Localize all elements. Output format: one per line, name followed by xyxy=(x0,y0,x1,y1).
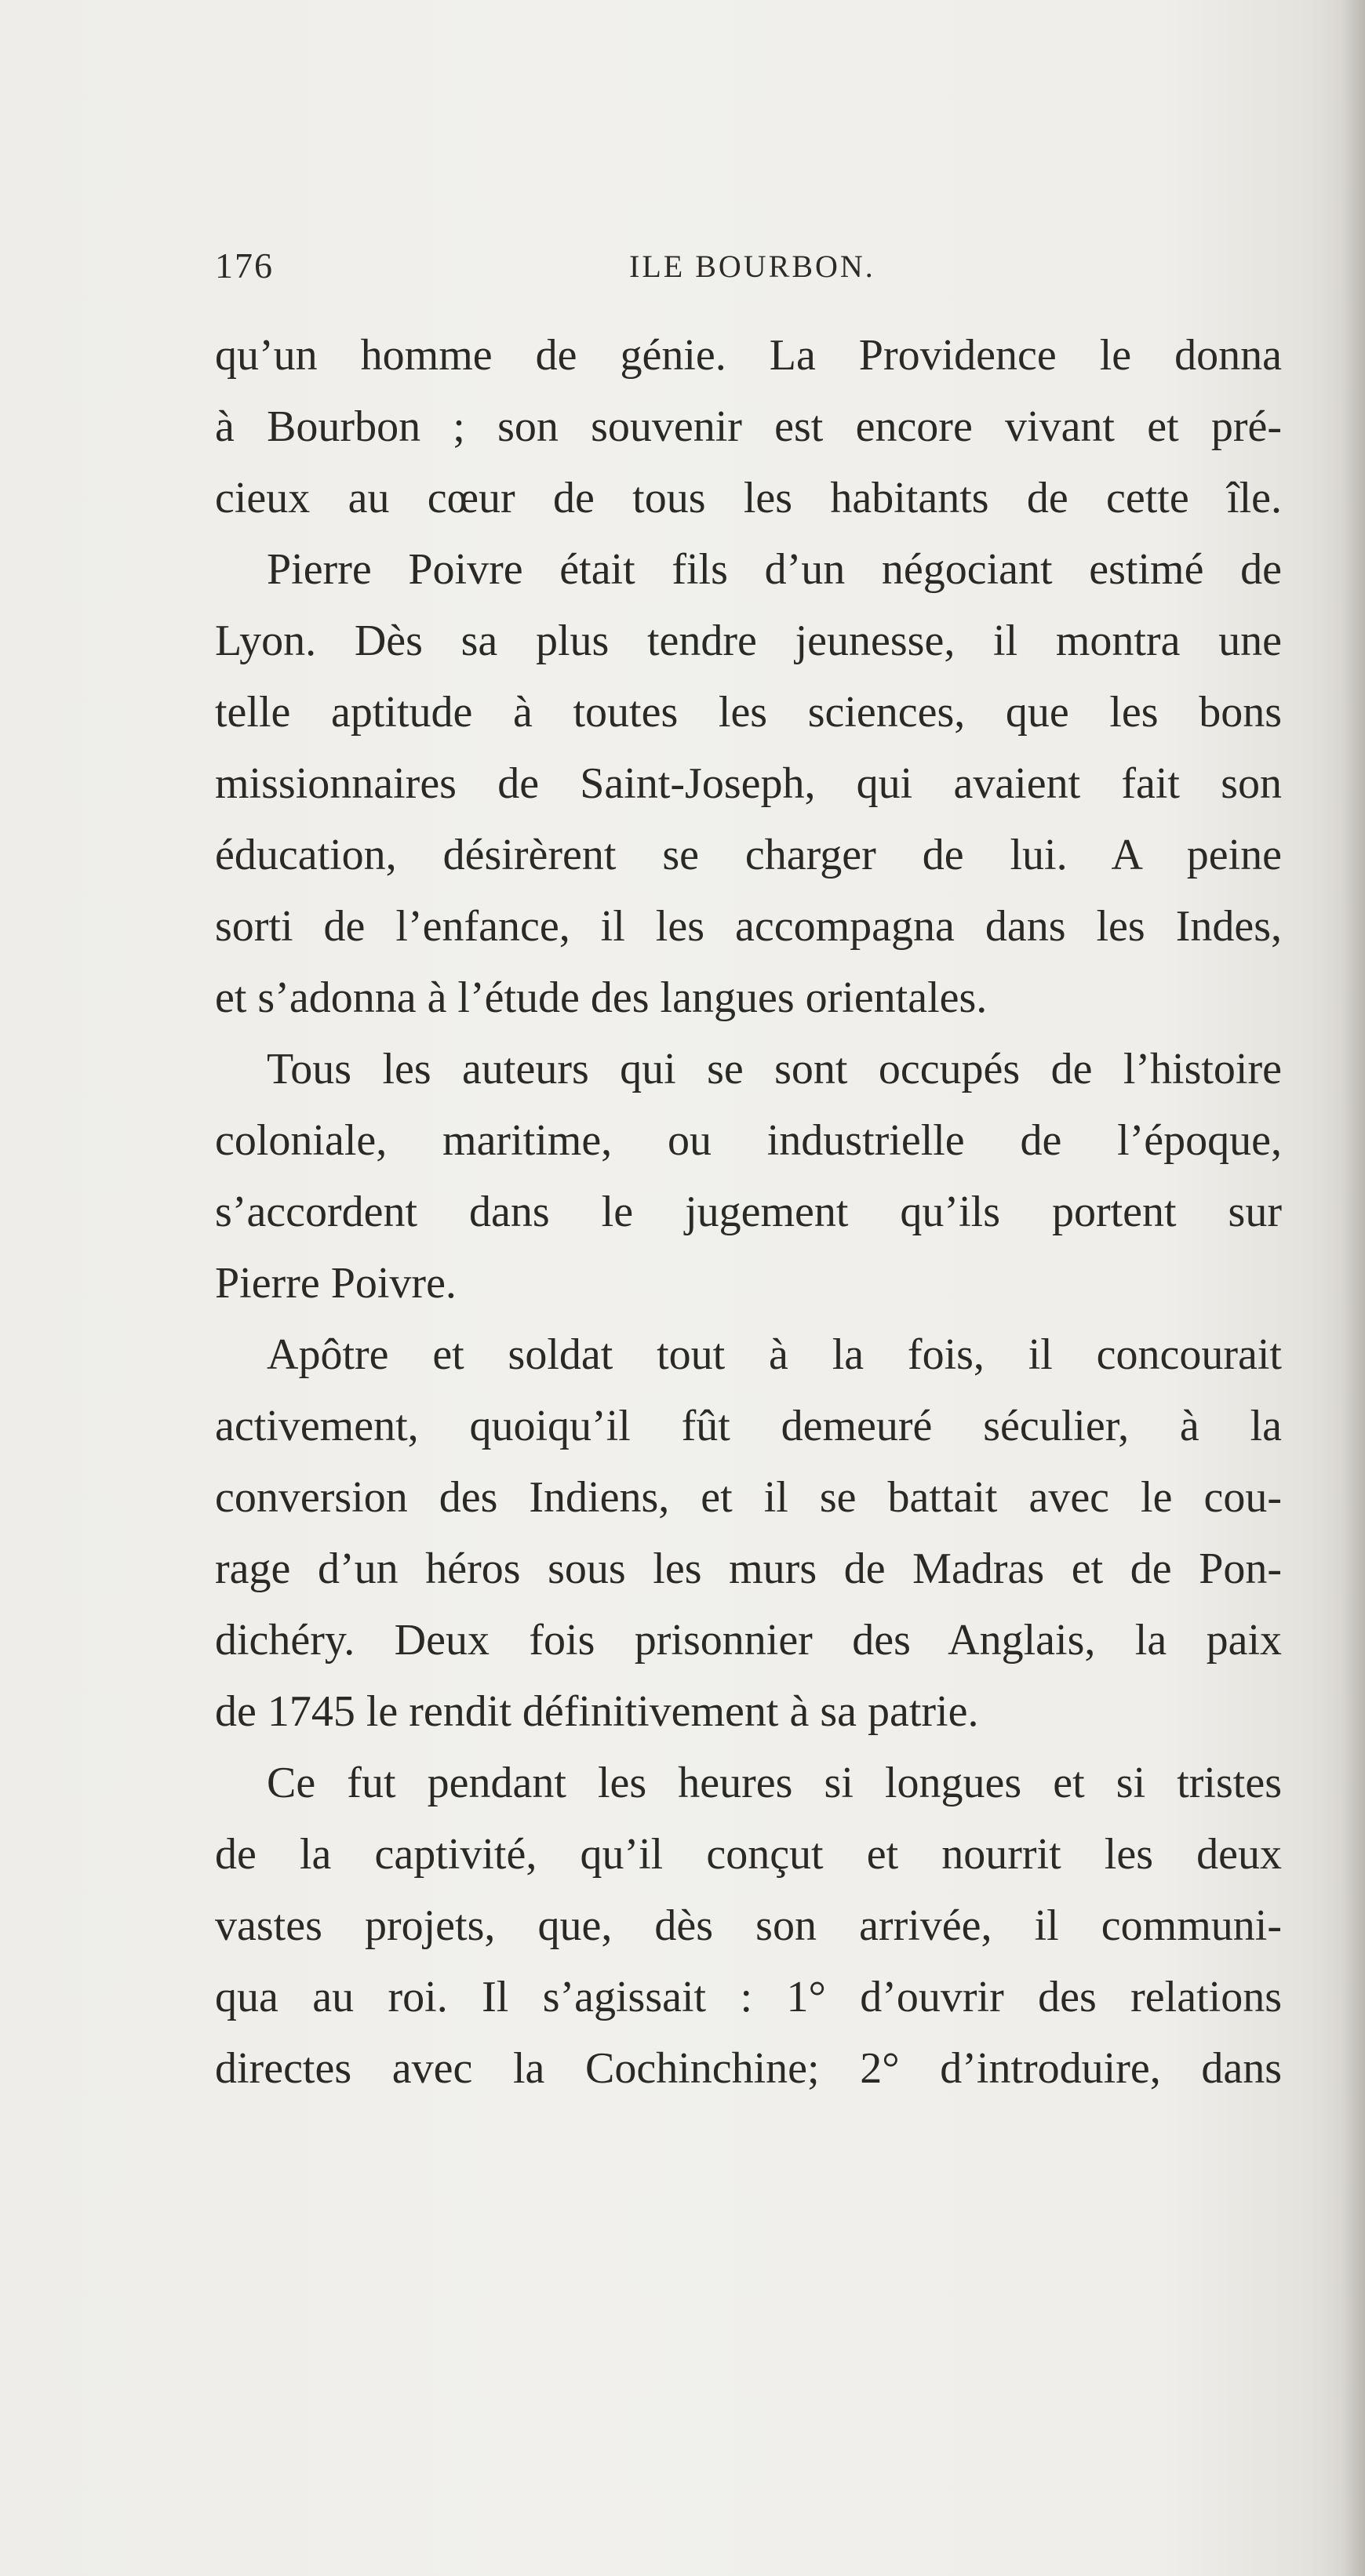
text-line: activement, quoiqu’il fût demeuré séculier, à la xyxy=(215,1402,1282,1450)
text-line: sorti de l’enfance, il les accompagna dans les Indes, xyxy=(215,902,1282,951)
text-line: vastes projets, que, dès son arrivée, il communi- xyxy=(215,1901,1282,1950)
text-line: et s’adonna à l’étude des langues orientales. xyxy=(215,973,988,1022)
text-line: de 1745 le rendit définitivement à sa patrie. xyxy=(215,1687,979,1736)
text-line: Pierre Poivre. xyxy=(215,1259,457,1308)
text-line: dichéry. Deux fois prisonnier des Anglais, la paix xyxy=(215,1616,1282,1665)
text-line: de la captivité, qu’il conçut et nourrit les deux xyxy=(215,1830,1282,1879)
text-line: Lyon. Dès sa plus tendre jeunesse, il montra une xyxy=(215,617,1282,665)
page-number: 176 xyxy=(215,246,274,286)
text-line: Tous les auteurs qui se sont occupés de l’histoire xyxy=(267,1045,1282,1093)
text-line: rage d’un héros sous les murs de Madras et de Pon- xyxy=(215,1545,1282,1593)
text-line: qua au roi. Il s’agissait : 1° d’ouvrir des relations xyxy=(215,1973,1282,2021)
text-line: Pierre Poivre était fils d’un négociant estimé de xyxy=(267,545,1282,594)
text-line: Apôtre et soldat tout à la fois, il concourait xyxy=(267,1330,1282,1379)
running-head: ILE BOURBON. xyxy=(629,249,875,284)
text-line: coloniale, maritime, ou industrielle de l’époque, xyxy=(215,1116,1282,1165)
text-line: s’accordent dans le jugement qu’ils portent sur xyxy=(215,1188,1282,1236)
text-line: qu’un homme de génie. La Providence le donna xyxy=(215,331,1282,380)
text-line: éducation, désirèrent se charger de lui. A peine xyxy=(215,831,1282,879)
text-line: missionnaires de Saint-Joseph, qui avaient fait son xyxy=(215,759,1282,808)
text-line: Ce fut pendant les heures si longues et si tristes xyxy=(267,1759,1282,1807)
page-header xyxy=(215,245,1282,292)
body-text xyxy=(215,320,1282,2105)
text-line: directes avec la Cochinchine; 2° d’introduire, dans xyxy=(215,2044,1282,2093)
text-line: telle aptitude à toutes les sciences, que les bons xyxy=(215,688,1282,737)
text-line: à Bourbon ; son souvenir est encore vivant et pré- xyxy=(215,402,1282,451)
page-edge-shadow xyxy=(1341,0,1365,2576)
text-line: conversion des Indiens, et il se battait avec le cou- xyxy=(215,1473,1282,1522)
text-line: cieux au cœur de tous les habitants de cette île. xyxy=(215,474,1282,522)
